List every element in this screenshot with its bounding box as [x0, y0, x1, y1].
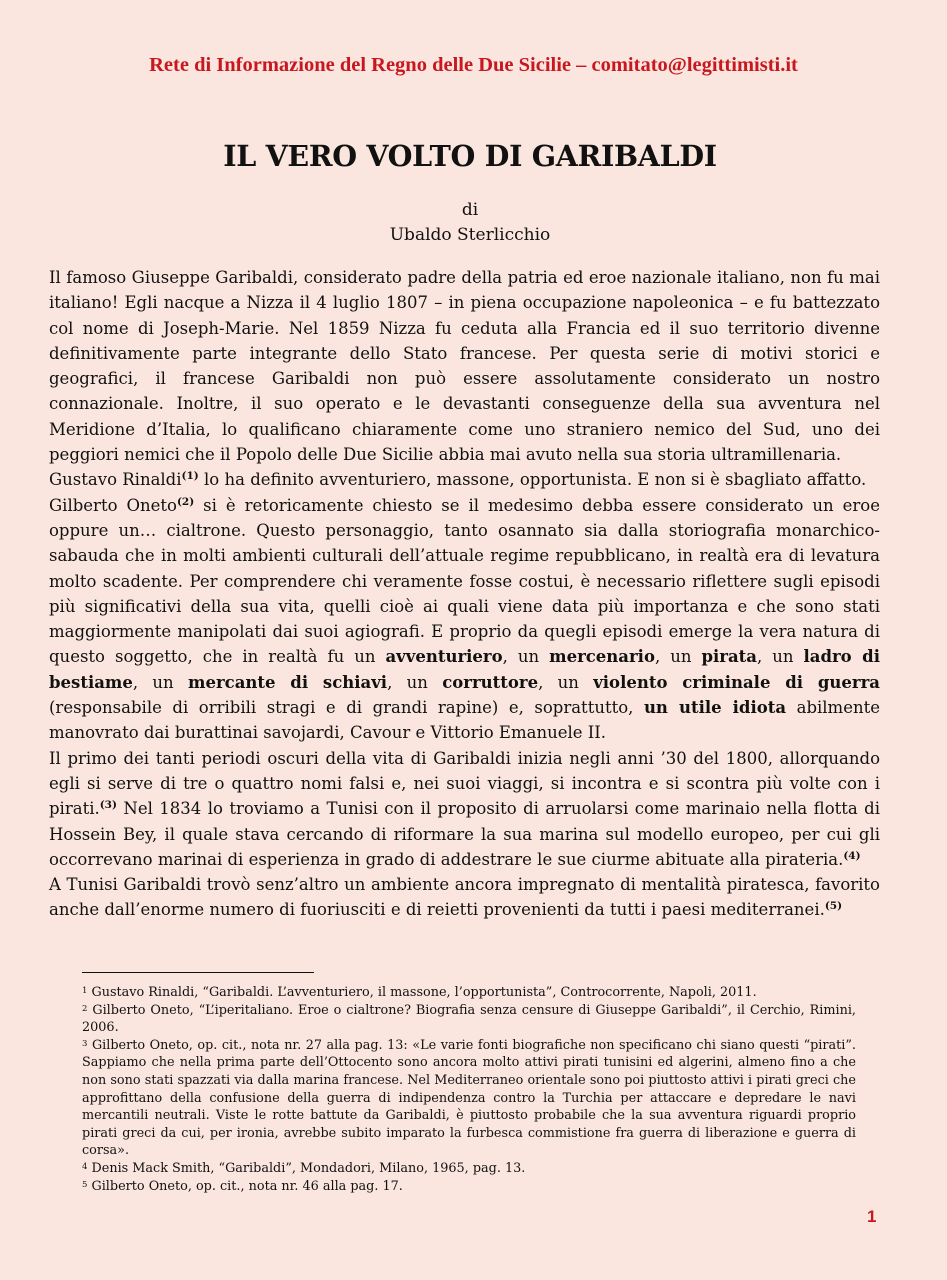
footnote-1: $^1$ Gustavo Rinaldi, “Garibaldi. L’avventuriero, il massone, l’opportunista”, Controcorrente, Napoli, 2011. — [82, 985, 757, 1000]
byline-di: di — [461, 200, 479, 220]
footnotes — [82, 984, 856, 1195]
keyword-bold: un utile idiota — [643, 698, 787, 718]
paragraph-3: Gilberto Oneto$^{(2)}$ si è retoricamente chiesto se il medesimo debba essere considerato un eroe oppure un… cialtrone. Questo personaggio, tanto osannato sia dalla storiografia monarchico-sabauda che in molti ambienti culturali dell’attuale regime repubblicano, in realtà era di levatura molto scadente. Per comprendere chi veramente fosse costui, è necessario riflettere sugli episodi più significativi della sua vita, quelli cioè ai quali viene data più importanza e che sono stati maggiormente manipolati dai suoi agiografi. E proprio da quegli episodi emerge la vera natura di questo soggetto, che in realtà fu un avventuriero, un mercenario, un pirata, un ladro di bestiame, un mercante di schiavi, un corruttore, un violento criminale di guerra (responsabile di orribili stragi e di grandi rapine) e, soprattutto, un utile idiota abilmente manovrato dai burattinai savojardi, Cavour e Vittorio Emanuele II. — [49, 495, 880, 743]
paragraph-4: Il primo dei tanti periodi oscuri della vita di Garibaldi inizia negli anni ’30 del 1800, allorquando egli si serve di tre o quattro nomi falsi e, nei suoi viaggi, si incontra e si scontra più volte con i pirati.$^{(3)}$ Nel 1834 lo troviamo a Tunisi con il proposito di arruolarsi come marinaio nella flotta di Hossein Bey, il quale stava cercando di riformare la sua marina sul modello europeo, per cui gli occorrevano marinai di esperienza in grado di addestrare le sue ciurme abituate alla pirateria.$^{(4)}$ — [49, 748, 880, 869]
page-header: Rete di Informazione del Regno delle Due Sicilie – comitato@legittimisti.it — [149, 54, 798, 76]
paragraph-5: A Tunisi Garibaldi trovò senz’altro un ambiente ancora impregnato di mentalità piratesca, favorito anche dall’enorme numero di fuoriusciti e di reietti provenienti da tutti i paesi mediterranei.$^{(5)}$ — [49, 875, 880, 920]
footnote-ref-2: (2) — [176, 495, 195, 508]
paragraph-2: Gustavo Rinaldi$^{(1)}$ lo ha definito avventuriero, massone, opportunista. E non si è sbagliato affatto. — [49, 470, 867, 490]
keyword-bold: ladro di bestiame — [49, 647, 880, 692]
keyword-bold: mercante di schiavi — [188, 672, 388, 692]
footnote-ref-5: (5) — [824, 900, 843, 913]
footnote-2: $^2$ Gilberto Oneto, “L’iperitaliano. Eroe o cialtrone? Biografia senza censure di Giuseppe Garibaldi”, il Cerchio, Rimini, 2006. — [82, 1002, 856, 1036]
document-title: IL VERO VOLTO DI GARIBALDI — [223, 139, 717, 173]
footnote-5: $^5$ Gilberto Oneto, op. cit., nota nr. 46 alla pag. 17. — [82, 1178, 403, 1194]
page-number: 1 — [867, 1207, 877, 1226]
footnote-4: $^4$ Denis Mack Smith, “Garibaldi”, Mondadori, Milano, 1965, pag. 13. — [82, 1160, 526, 1176]
footnote-ref-3: (3) — [99, 799, 117, 812]
keyword-bold: mercenario — [549, 647, 655, 667]
keyword-bold: avventuriero — [385, 647, 503, 667]
footnote-divider — [82, 972, 314, 973]
keyword-bold: violento criminale di guerra — [593, 672, 880, 692]
keyword-bold: pirata — [701, 647, 757, 667]
keyword-bold: corruttore — [442, 672, 539, 692]
paragraph-1: Il famoso Giuseppe Garibaldi, considerato padre della patria ed eroe nazionale italiano, non fu mai italiano! Egli nacque a Nizza il 4 luglio 1807 – in piena occupazione napoleonica – e fu battezzato col nome di Joseph-Marie. Nel 1859 Nizza fu ceduta alla Francia ed il suo territorio divenne definitivamente parte integrante dello Stato francese. Per questa serie di motivi storici e geografici, il francese Garibaldi non può essere assolutamente considerato un nostro connazionale. Inoltre, il suo operato e le devastanti conseguenze della sua avventura nel Meridione d’Italia, lo qualificano chiaramente come uno straniero nemico del Sud, uno dei peggiori nemici che il Popolo delle Due Sicilie abbia mai avuto nella sua storia ultramillenaria. — [49, 268, 880, 465]
footnote-ref-4: (4) — [843, 849, 861, 862]
footnote-3: $^3$ Gilberto Oneto, op. cit., nota nr. 27 alla pag. 13: «Le varie fonti biografiche non specificano chi siano questi “pirati”. Sappiamo che nella prima parte dell’Ottocento sono ancora molto attivi pirati tunisini ed algerini, almeno fino a che non sono stati spazzati via dalla marina francese. Nel Mediterraneo orientale sono poi piuttosto attivi i pirati greci che approfittano della confusione della guerra di indipendenza contro la Turchia per attaccare e depredare le navi mercantili neutrali. Viste le rotte battute da Garibaldi, è piuttosto probabile che la sua avventura riguardi proprio pirati greci da cui, per ironia, avrebbe subito imparato la furbesca commistione fra guerra di liberazione e guerra di corsa». — [82, 1037, 856, 1159]
byline-author: Ubaldo Sterlicchio — [389, 225, 551, 245]
article-body — [49, 265, 880, 923]
footnote-ref-1: (1) — [181, 470, 199, 483]
